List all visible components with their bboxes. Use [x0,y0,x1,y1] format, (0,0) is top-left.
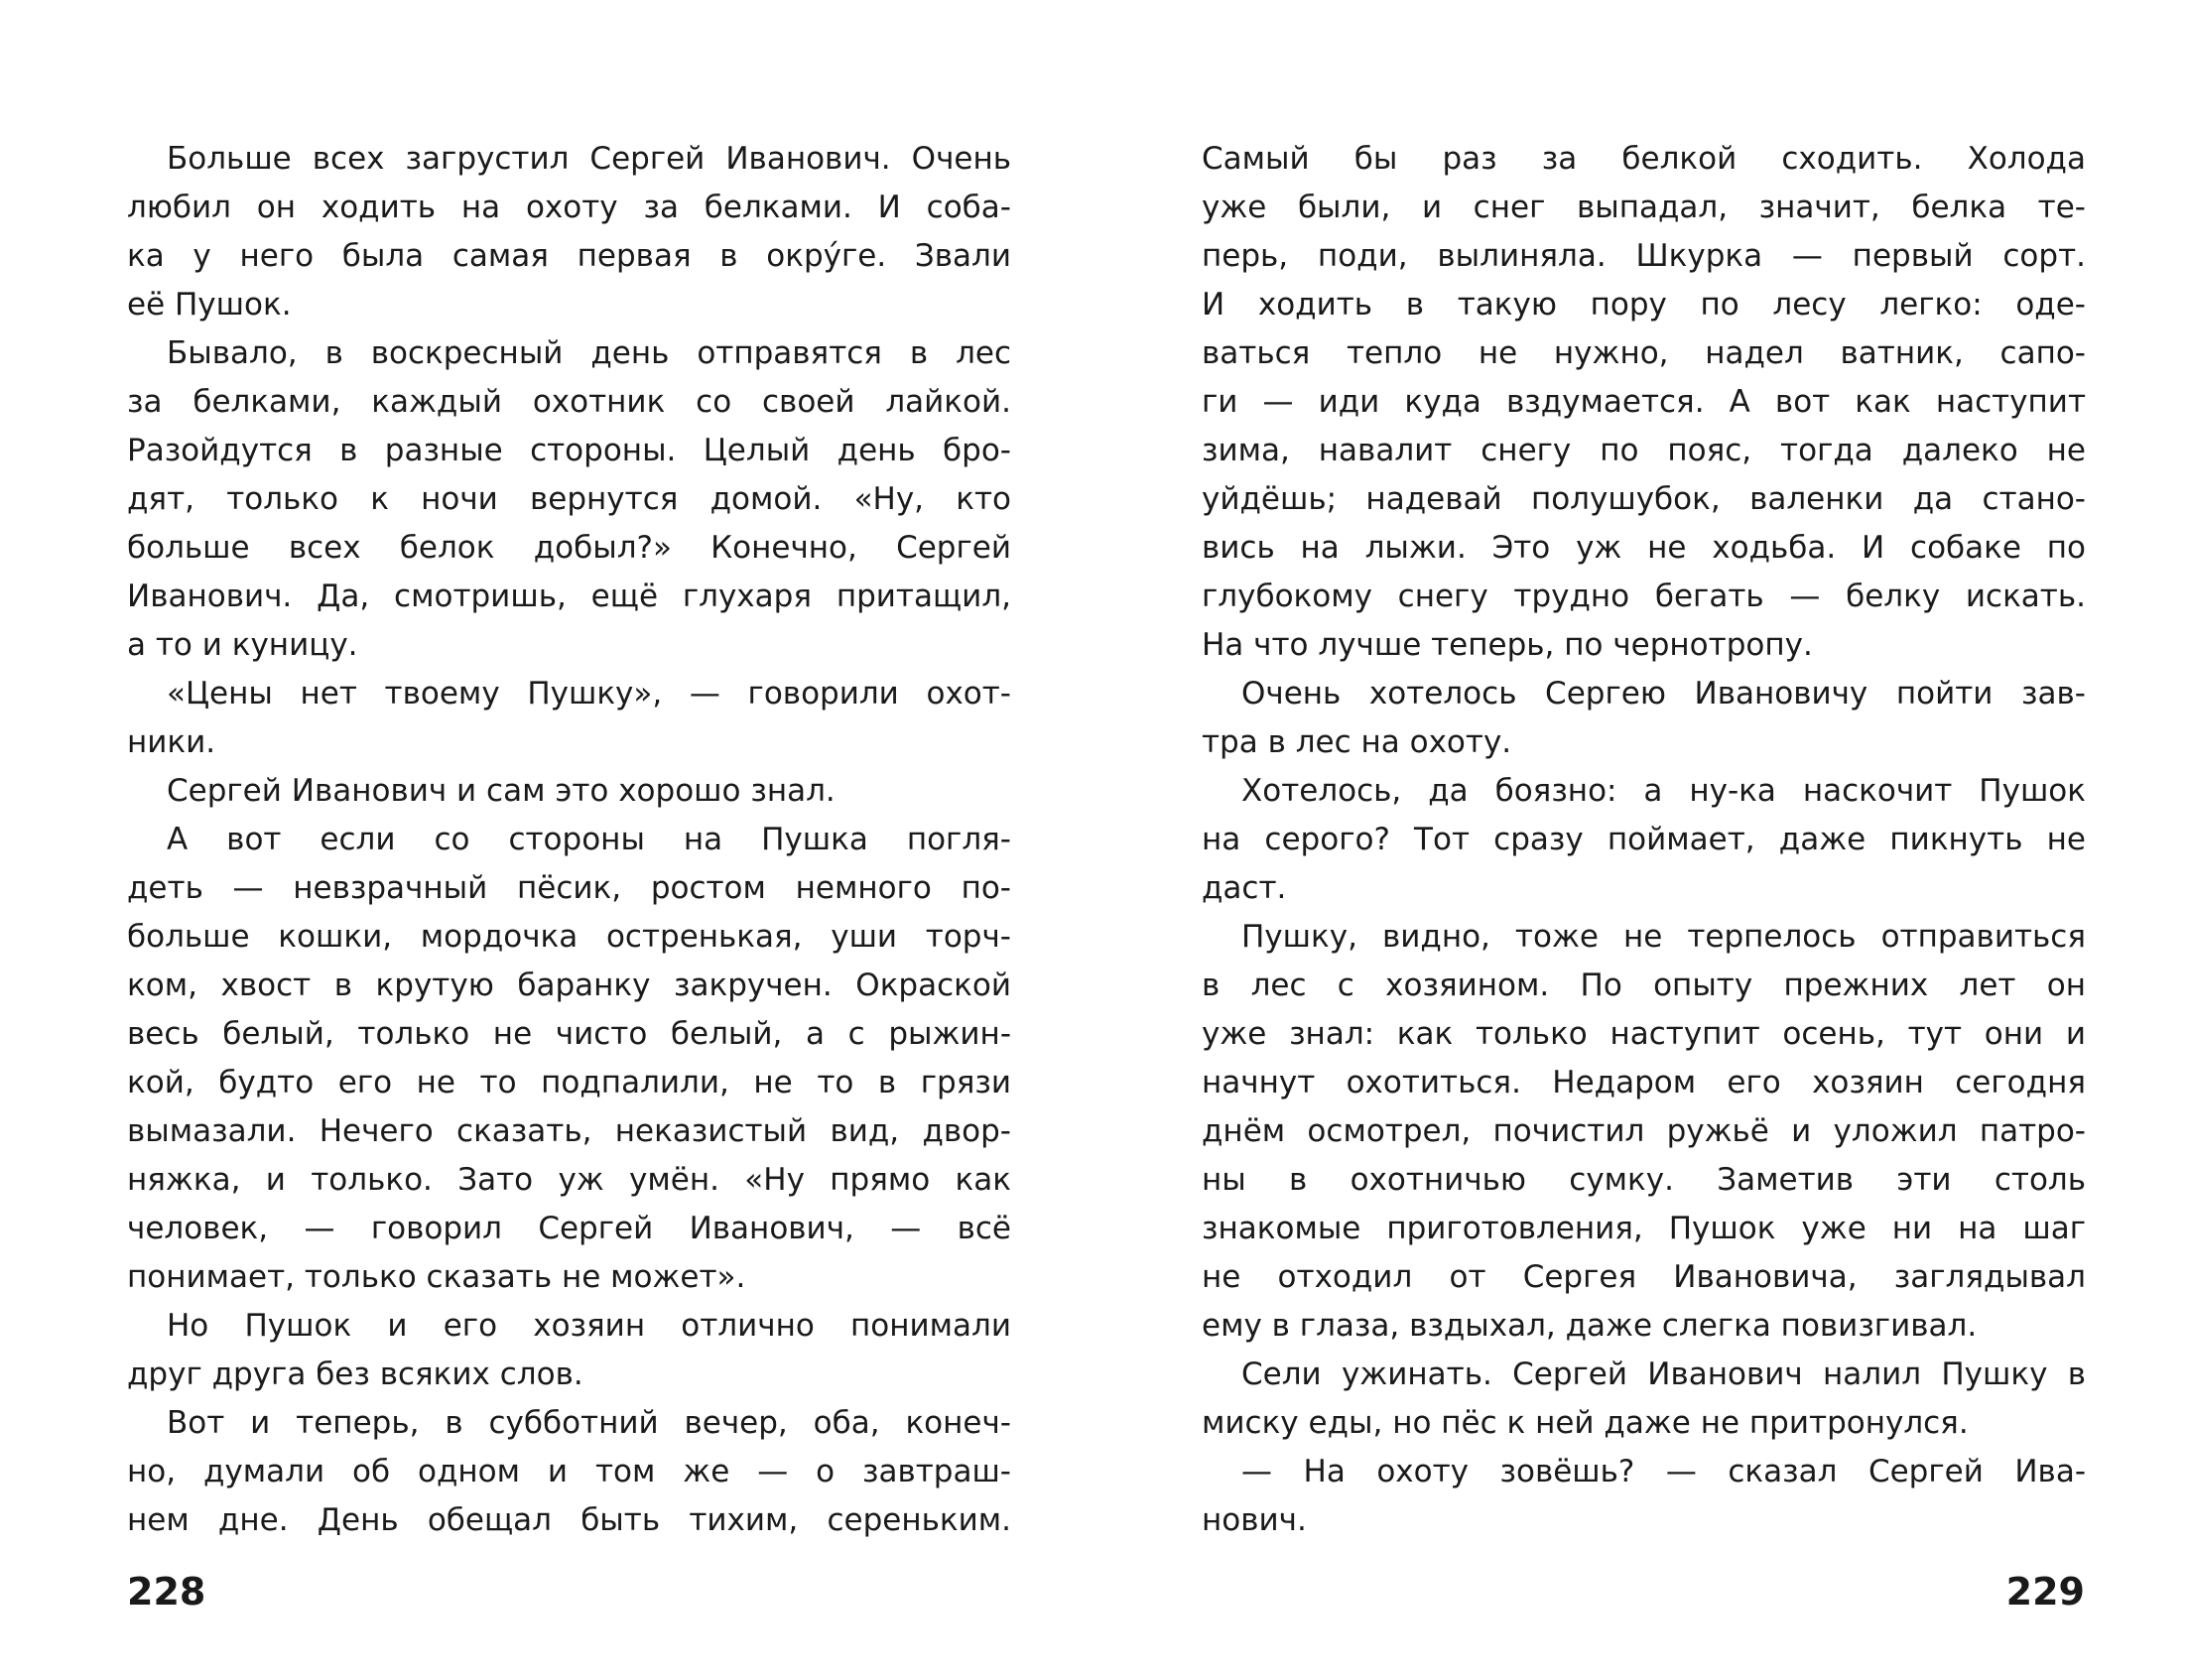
text-line: а то и куницу. [127,627,358,663]
text-line: деть — невзрачный пёсик, ростом немного по- [127,870,1011,906]
text-line: Сергей Иванович и сам это хорошо знал. [167,773,836,809]
text-line: уйдёшь; надевай полушубок, валенки да стано- [1202,481,2086,517]
text-line: ги — иди куда вздумается. А вот как наступит [1202,384,2086,420]
text-line: её Пушок. [127,287,292,323]
text-line: дят, только к ночи вернутся домой. «Ну, кто [127,481,1011,517]
text-line: ему в глаза, вздыхал, даже слегка повизгивал. [1202,1308,1978,1344]
paragraph [127,816,1011,1302]
paragraph [1202,1351,2086,1448]
paragraph [1202,135,2086,670]
text-line: знакомые приготовления, Пушок уже ни на шаг [1202,1211,2086,1246]
left-page-text [127,135,1011,1545]
text-line: няжка, и только. Зато уж умён. «Ну прямо как [127,1162,1011,1198]
text-line: зима, навалит снегу по пояс, тогда далеко не [1202,433,2086,468]
paragraph [127,670,1011,767]
paragraph [1202,1448,2086,1545]
text-line: Вот и теперь, в субботний вечер, оба, конеч- [167,1405,1011,1441]
text-line: перь, поди, вылиняла. Шкурка — первый сорт. [1202,238,2086,274]
text-line: Бывало, в воскресный день отправятся в лес [167,335,1011,371]
text-line: вымазали. Нечего сказать, неказистый вид, двор- [127,1113,1011,1149]
text-line: весь белый, только не чисто белый, а с рыжин- [127,1016,1011,1052]
text-line: человек, — говорил Сергей Иванович, — всё [127,1211,1011,1246]
paragraph [1202,913,2086,1351]
text-line: Иванович. Да, смотришь, ещё глухаря притащил, [127,579,1011,614]
paragraph [1202,767,2086,913]
paragraph [127,1399,1011,1545]
text-line: — На охоту зовёшь? — сказал Сергей Ива- [1241,1454,2086,1489]
text-line: А вот если со стороны на Пушка погля- [167,822,1011,857]
text-line: нович. [1202,1502,1307,1538]
text-line: Больше всех загрустил Сергей Иванович. Очень [167,141,1011,177]
right-page-text [1202,135,2086,1545]
text-line: кой, будто его не то подпалили, не то в грязи [127,1065,1011,1100]
text-line: Хотелось, да боязно: а ну-ка наскочит Пушок [1241,773,2086,809]
text-line: Разойдутся в разные стороны. Целый день бро- [127,433,1011,468]
text-line: любил он ходить на охоту за белками. И соба- [127,190,1011,225]
text-line: но, думали об одном и том же — о завтраш- [127,1454,1011,1489]
text-line: на серого? Тот сразу поймает, даже пикнуть не [1202,822,2086,857]
text-line: глубокому снегу трудно бегать — белку искать. [1202,579,2086,614]
text-line: ка у него была самая первая в окру́ге. Звали [127,238,1011,274]
text-line: уже были, и снег выпадал, значит, белка те- [1202,190,2086,225]
text-line: вись на лыжи. Это уж не ходьба. И собаке по [1202,530,2086,566]
text-line: «Цены нет твоему Пушку», — говорили охот- [167,676,1011,711]
text-line: ком, хвост в крутую баранку закручен. Окраской [127,968,1011,1003]
text-line: И ходить в такую пору по лесу легко: оде- [1202,287,2086,323]
text-line: начнут охотиться. Недаром его хозяин сегодня [1202,1065,2086,1100]
text-line: в лес с хозяином. По опыту прежних лет он [1202,968,2086,1003]
paragraph [127,135,1011,329]
text-line: Но Пушок и его хозяин отлично понимали [167,1308,1011,1344]
paragraph [127,329,1011,670]
text-line: уже знал: как только наступит осень, тут они и [1202,1016,2086,1052]
text-line: Самый бы раз за белкой сходить. Холода [1202,141,2086,177]
text-line: ники. [127,724,216,760]
paragraph [127,767,1011,816]
text-line: Очень хотелось Сергею Ивановичу пойти зав- [1241,676,2086,711]
text-line: На что лучше теперь, по чернотропу. [1202,627,1813,663]
text-line: днём осмотрел, почистил ружьё и уложил патро- [1202,1113,2086,1149]
text-line: понимает, только сказать не может». [127,1259,746,1295]
text-line: ны в охотничью сумку. Заметив эти столь [1202,1162,2086,1198]
paragraph [127,1302,1011,1399]
text-line: больше всех белок добыл?» Конечно, Сергей [127,530,1011,566]
text-line: Пушку, видно, тоже не терпелось отправиться [1241,919,2086,955]
text-line: друг друга без всяких слов. [127,1357,583,1392]
page-number-left: 228 [127,1570,206,1614]
text-line: больше кошки, мордочка остренькая, уши торч- [127,919,1011,955]
text-line: не отходил от Сергея Ивановича, заглядывал [1202,1259,2086,1295]
text-line: тра в лес на охоту. [1202,724,1512,760]
text-line: за белками, каждый охотник со своей лайкой. [127,384,1011,420]
paragraph [1202,670,2086,767]
text-line: нем дне. День обещал быть тихим, сереньким. [127,1502,1011,1538]
page-number-right: 229 [2005,1570,2085,1614]
text-line: Сели ужинать. Сергей Иванович налил Пушку в [1241,1357,2086,1392]
text-line: миску еды, но пёс к ней даже не притронулся. [1202,1405,1969,1441]
text-line: даст. [1202,870,1287,906]
text-line: ваться тепло не нужно, надел ватник, сапо- [1202,335,2086,371]
